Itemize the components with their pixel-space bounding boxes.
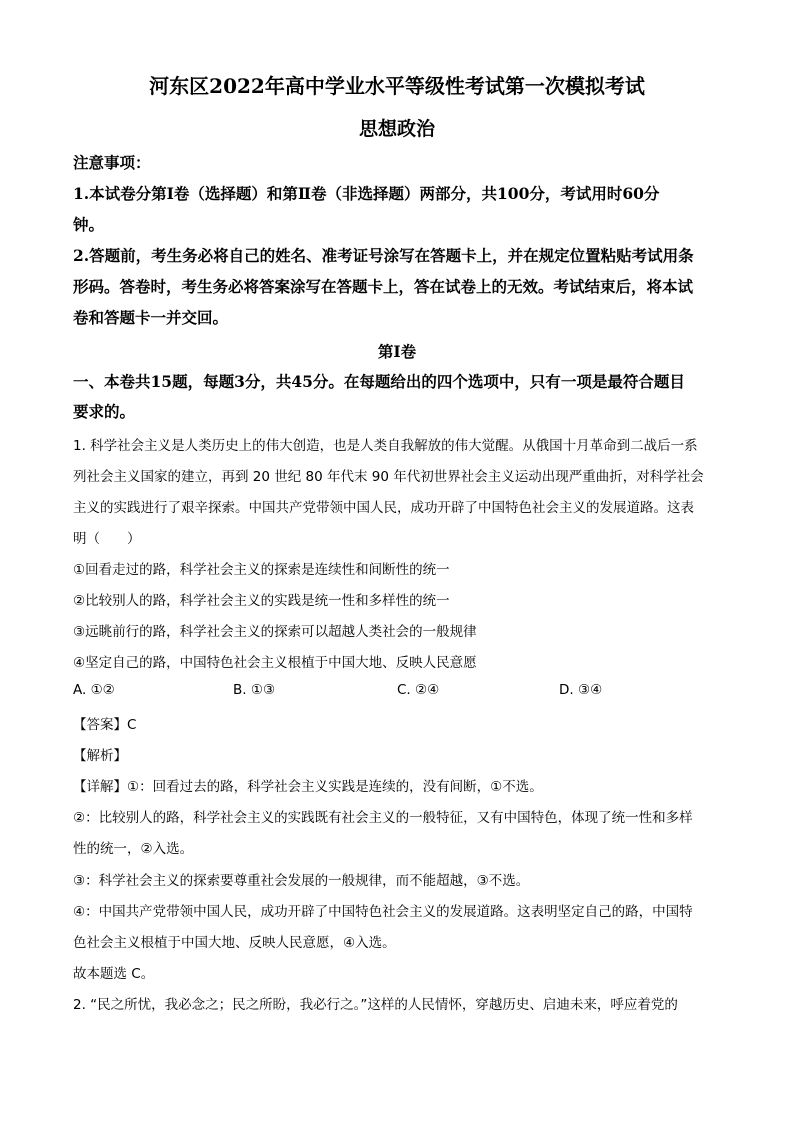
question-1-statement-4: ④坚定自己的路，中国特色社会主义根植于中国大地、反映人民意愿 [73, 655, 477, 671]
question-2-stem-line-1: 2. “民之所忧，我必念之；民之所盼，我必行之。”这样的人民情怀，穿越历史、启迪未来，呼应着党的 [73, 997, 678, 1013]
question-1-option-a: A. ①② [73, 682, 115, 698]
question-1-stem-line-4: 明（ ） [73, 531, 141, 547]
part-instructions-line-2: 要求的。 [73, 402, 136, 421]
question-1-detail-line-4: ③：科学社会主义的探索要尊重社会发展的一般规律，而不能超越，③不选。 [73, 873, 530, 889]
question-1-stem-line-2: 列社会主义国家的建立，再到 20 世纪 80 年代末 90 年代初世界社会主义运动出现严重曲折，对科学社会 [73, 469, 704, 485]
question-1-detail-line-2: ②：比较别人的路，科学社会主义的实践既有社会主义的一般特征，又有中国特色，体现了统一性和多样 [73, 810, 693, 826]
question-1-statement-1: ①回看走过的路，科学社会主义的探索是连续性和间断性的统一 [73, 562, 450, 578]
part-instructions-line-1: 一、本卷共15题，每题3分，共45分。在每题给出的四个选项中，只有一项是最符合题目 [73, 372, 685, 391]
question-1-answer: 【答案】C [73, 717, 137, 733]
question-1-conclusion: 故本题选 C。 [73, 966, 155, 982]
question-1-option-d: D. ③④ [559, 682, 603, 698]
subject-title: 思想政治 [358, 118, 435, 140]
question-1-detail-line-6: 色社会主义根植于中国大地、反映人民意愿，④入选。 [73, 935, 396, 951]
notice-item-2-line-1: 2.答题前，考生务必将自己的姓名、准考证号涂写在答题卡上，并在规定位置粘贴考试用条 [73, 246, 694, 265]
notice-item-1-line-1: 1.本试卷分第Ⅰ卷（选择题）和第Ⅱ卷（非选择题）两部分，共100分，考试用时60分 [73, 184, 660, 203]
notice-item-2-line-3: 卷和答题卡一并交回。 [73, 308, 229, 327]
question-1-option-b: B. ①③ [233, 682, 276, 698]
notice-item-2-line-2: 形码。答卷时，考生务必将答案涂写在答题卡上，答在试卷上的无效。考试结束后，将本试 [73, 277, 694, 296]
notice-heading: 注意事项： [73, 153, 151, 172]
question-1-stem-line-1: 1. 科学社会主义是人类历史上的伟大创造，也是人类自我解放的伟大觉醒。从俄国十月革命到二战后一系 [73, 438, 698, 454]
exam-title: 河东区2022年高中学业水平等级性考试第一次模拟考试 [149, 74, 645, 98]
question-1-stem-line-3: 主义的实践进行了艰辛探索。中国共产党带领中国人民，成功开辟了中国特色社会主义的发展道路。这表 [73, 500, 694, 516]
question-1-option-c: C. ②④ [397, 682, 440, 698]
question-1-detail-line-1: 【详解】①：回看过去的路，科学社会主义实践是连续的，没有间断，①不选。 [73, 779, 543, 795]
question-1-analysis-label: 【解析】 [73, 748, 127, 764]
question-1-detail-line-5: ④：中国共产党带领中国人民，成功开辟了中国特色社会主义的发展道路。这表明坚定自己的路，中国特 [73, 904, 693, 920]
section-title: 第Ⅰ卷 [377, 342, 417, 361]
question-1-statement-3: ③远眺前行的路，科学社会主义的探索可以超越人类社会的一般规律 [73, 624, 477, 640]
question-1-statement-2: ②比较别人的路，科学社会主义的实践是统一性和多样性的统一 [73, 593, 450, 609]
notice-item-1-line-2: 钟。 [73, 215, 105, 234]
question-1-detail-line-3: 性的统一，②入选。 [73, 841, 194, 857]
